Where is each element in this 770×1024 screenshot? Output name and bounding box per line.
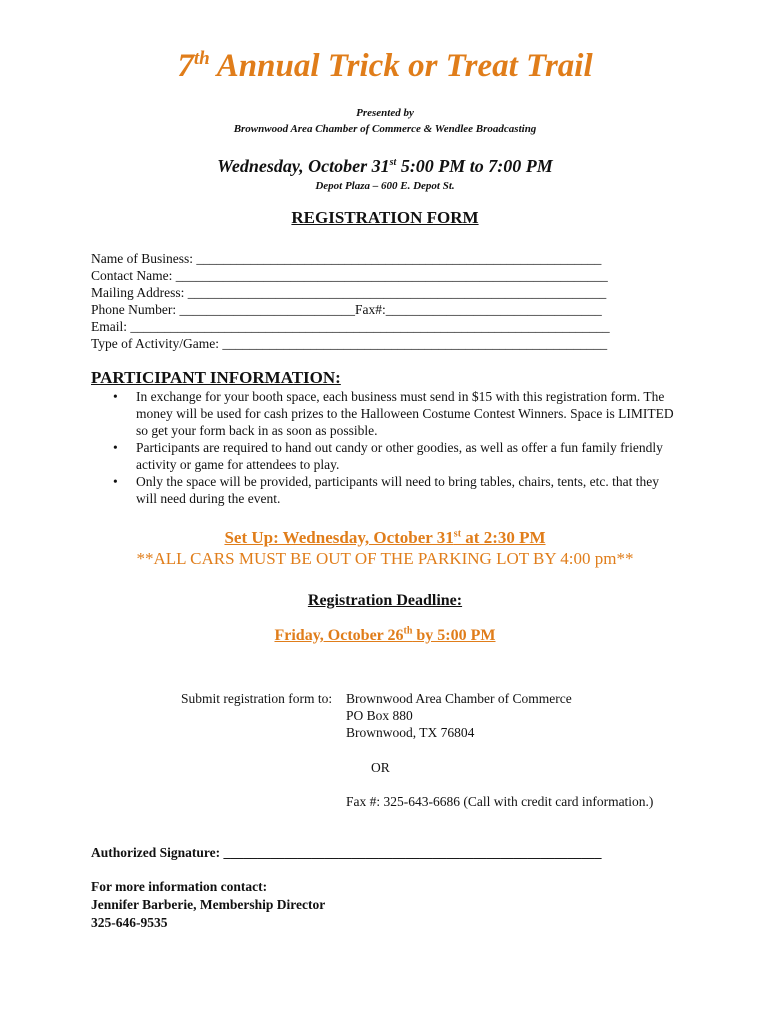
list-item-text: In exchange for your booth space, each business must send in $15 with this registration form. The money will be used for cash prizes to the Halloween Costume Contest Winners. Space is LIMITED so get your form back in as soon as possible. [136,389,674,438]
title-ordinal-suffix: th [193,48,210,69]
field-phone-fax[interactable]: Phone Number: __________________________Fax#:________________________________ [91,302,602,317]
list-item [91,439,681,473]
submit-address [346,690,572,741]
contact-info [91,878,325,932]
deadline-heading: Registration Deadline: [307,592,463,609]
presented-by-label: Presented by [356,107,414,119]
deadline-date-suffix: th [403,625,413,637]
field-email[interactable]: Email: _______________________________________________________________________ [91,319,610,334]
contact-phone: 325-646-9535 [91,915,168,930]
address-line: Brownwood Area Chamber of Commerce [346,691,572,706]
contact-name: Jennifer Barberie, Membership Director [91,897,326,912]
registration-fields [91,250,691,352]
fax-info: Fax #: 325-643-6686 (Call with credit card information.) [346,794,654,809]
event-date-main: Wednesday, October 31 [217,156,390,176]
page-title [0,48,770,85]
or-separator: OR [371,760,390,775]
presenters-text: Brownwood Area Chamber of Commerce & Wendlee Broadcasting [233,123,537,135]
title-text: Annual Trick or Treat Trail [209,48,593,84]
event-time: 5:00 PM to 7:00 PM [396,156,553,176]
list-item [91,473,681,507]
deadline-date [0,627,770,645]
event-location: Depot Plaza – 600 E. Depot St. [315,180,455,192]
deadline-time: by 5:00 PM [412,627,496,644]
list-item-text: Only the space will be provided, participants will need to bring tables, chairs, tents, etc. that they will need during the event. [136,474,659,506]
submit-label: Submit registration form to: [181,691,333,706]
title-number: 7 [177,48,194,84]
setup-time-rest: at 2:30 PM [461,528,546,547]
address-line: PO Box 880 [346,708,413,723]
list-item-text: Participants are required to hand out candy or other goodies, as well as offer a fun family friendly activity or game for attendees to play. [136,440,663,472]
parking-notice: **ALL CARS MUST BE OUT OF THE PARKING LOT BY 4:00 pm** [136,549,634,568]
field-business-name[interactable]: Name of Business: ____________________________________________________________ [91,251,602,266]
bullet-icon: • [113,474,118,489]
participant-info-list [91,388,681,507]
setup-time [0,528,770,548]
field-mailing-address[interactable]: Mailing Address: ______________________________________________________________ [91,285,607,300]
bullet-icon: • [113,389,118,404]
deadline-date-main: Friday, October 26 [274,627,404,644]
event-date [0,156,770,177]
authorized-signature-field[interactable]: Authorized Signature: ________________________________________________________ [91,845,602,860]
event-date-suffix: st [389,157,397,168]
participant-info-heading: PARTICIPANT INFORMATION: [91,368,341,387]
setup-date-suffix: st [453,528,462,540]
list-item [91,388,681,439]
bullet-icon: • [113,440,118,455]
field-contact-name[interactable]: Contact Name: ________________________________________________________________ [91,268,608,283]
address-line: Brownwood, TX 76804 [346,725,475,740]
registration-form-heading: REGISTRATION FORM [291,208,479,227]
field-activity-type[interactable]: Type of Activity/Game: _________________________________________________________ [91,336,608,351]
setup-time-main: Set Up: Wednesday, October 31 [224,528,454,547]
contact-heading: For more information contact: [91,879,268,894]
